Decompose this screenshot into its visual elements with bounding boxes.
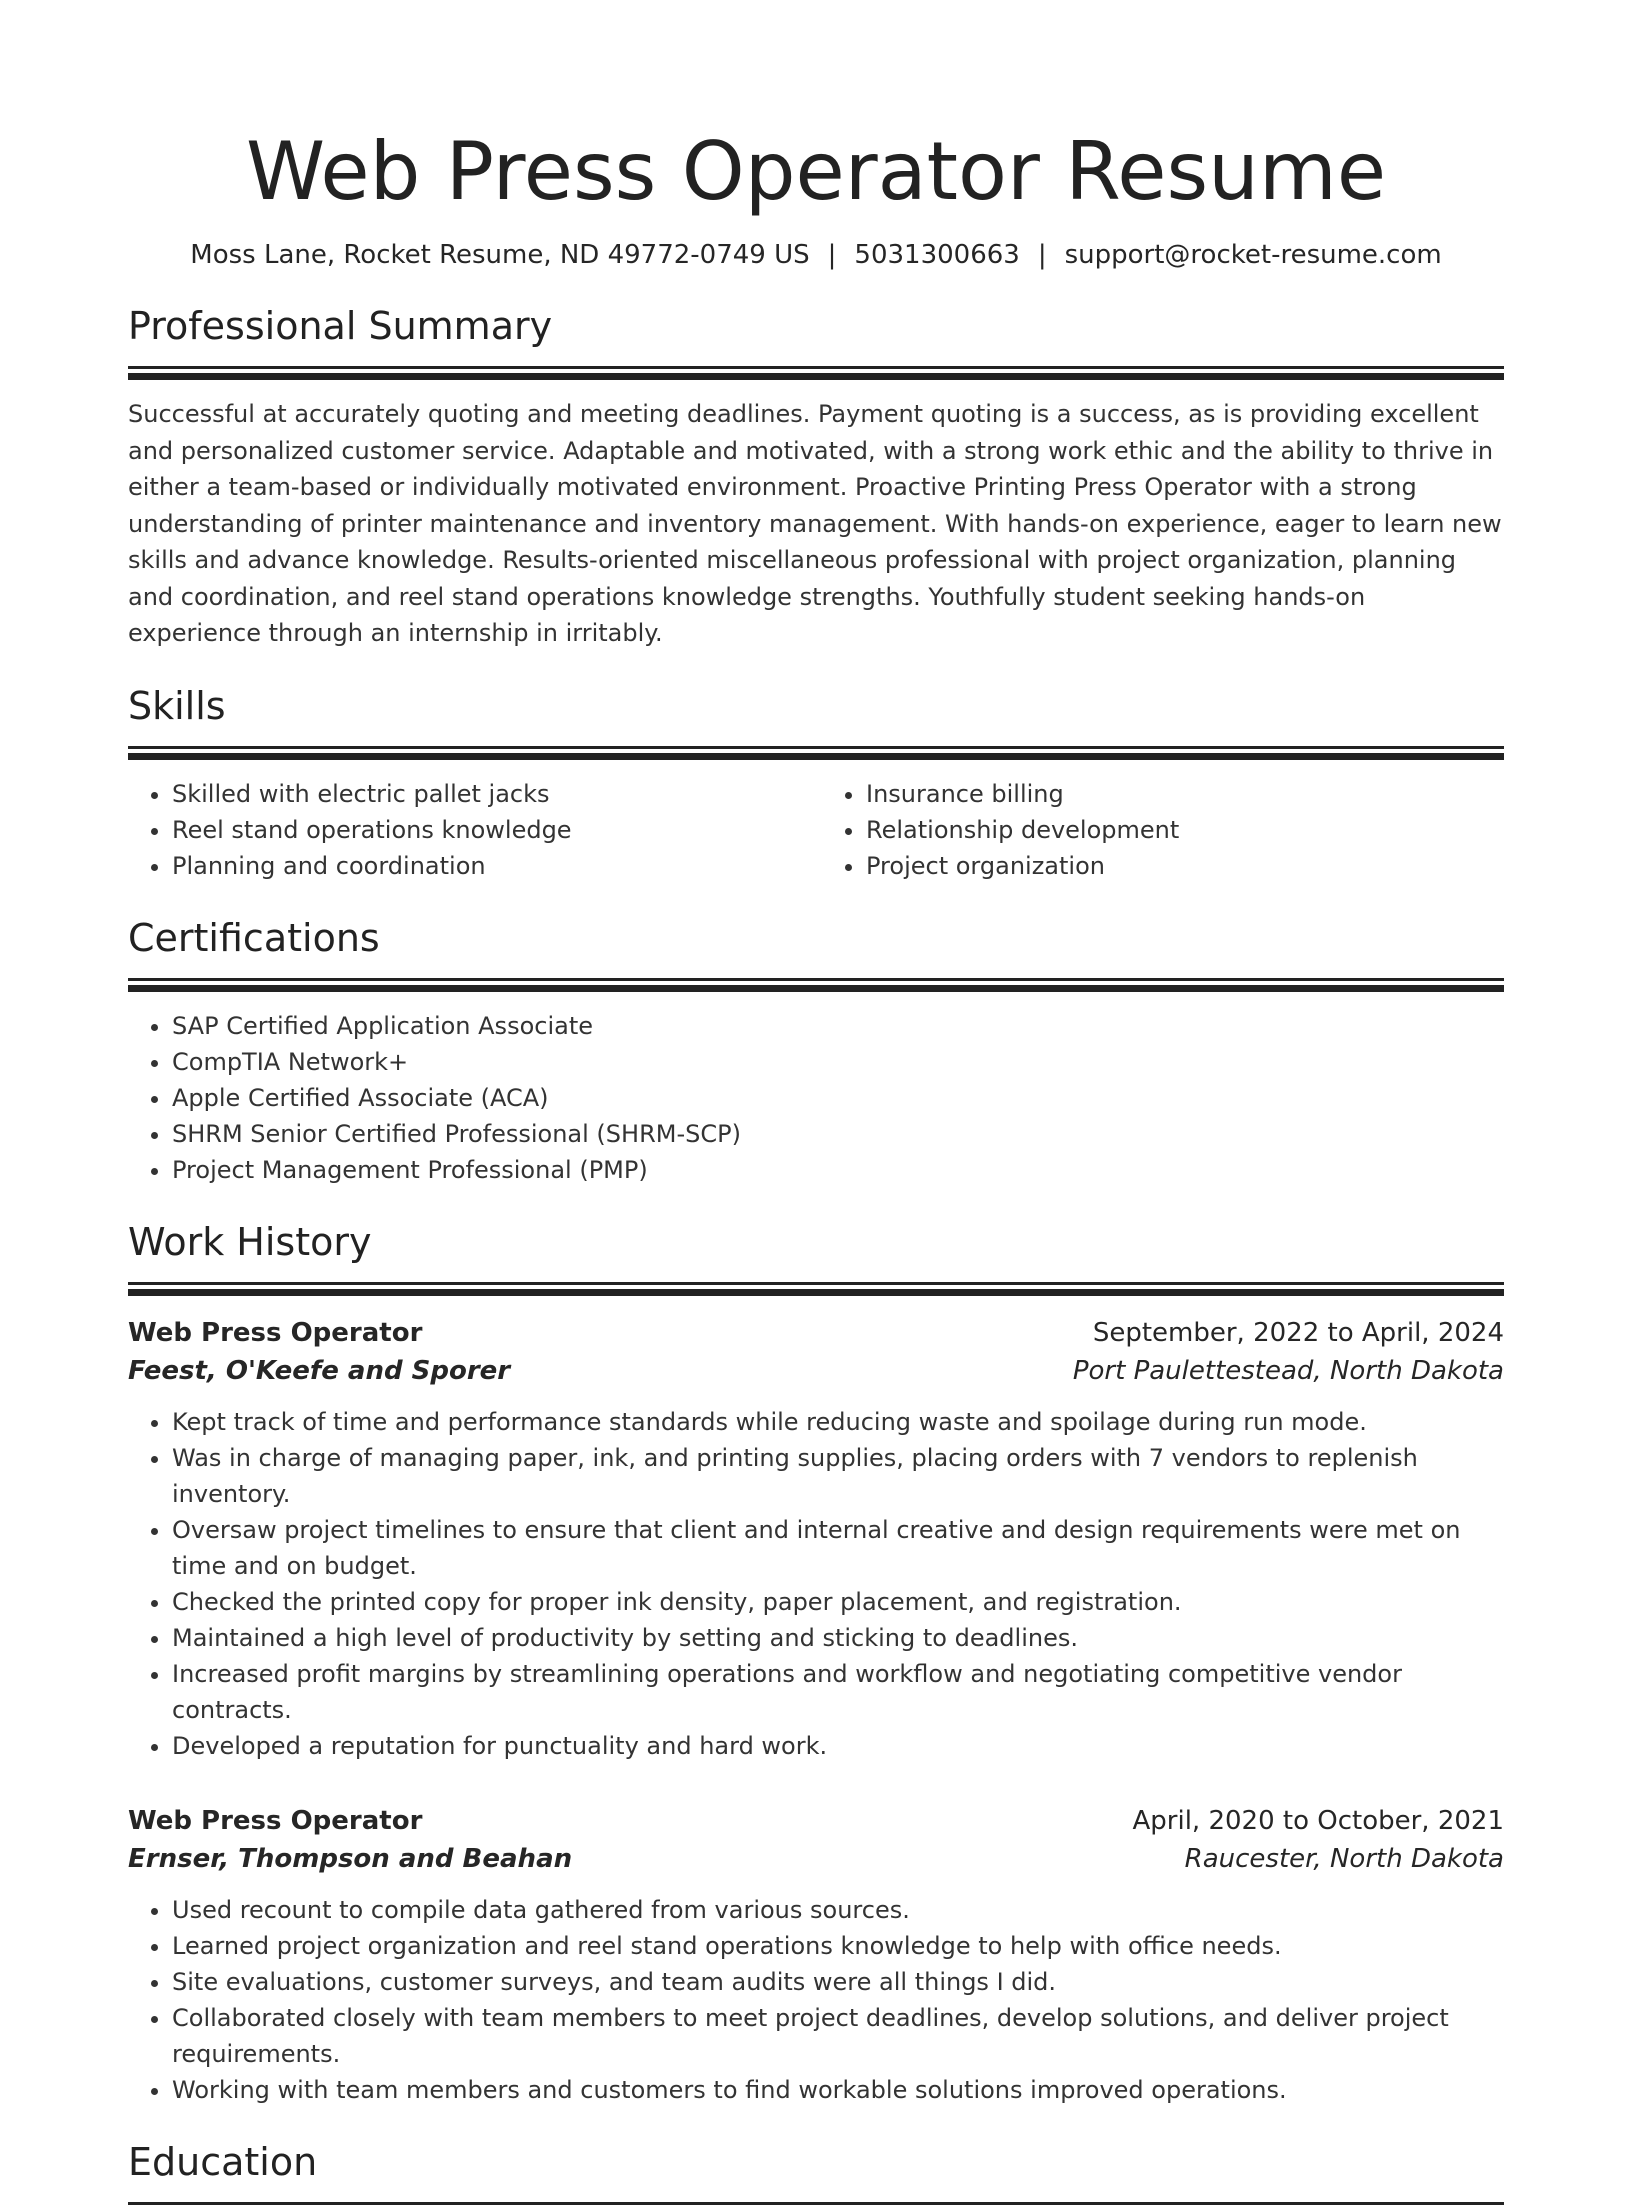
- job-header-row: [128, 1314, 1504, 1352]
- section-title-work-history: Work History: [128, 1219, 372, 1264]
- skills-column-right: [816, 776, 1504, 884]
- skill-item: • Project organization: [866, 848, 1504, 884]
- section-title-certifications: Certifications: [128, 915, 380, 960]
- work-history-section: [128, 1218, 1504, 2108]
- job-bullet: • Developed a reputation for punctuality and hard work.: [172, 1728, 1504, 1764]
- job-title: Web Press Operator: [128, 1317, 423, 1348]
- job-company: Feest, O'Keefe and Sporer: [128, 1355, 511, 1386]
- summary-text: Successful at accurately quoting and meeting deadlines. Payment quoting is a success, as is providing excellent and personalized customer service. Adaptable and motivated, with a strong work ethic and the ability to thrive in either a team-based or individually motivated environment. Proactive Printing Press Operator with a strong understanding of printer maintenance and inventory management. With hands-on experience, eager to learn new skills and advance knowledge. Results-oriented miscellaneous professional with project organization, planning and coordination, and reel stand operations knowledge strengths. Youthfully student seeking hands-on experience through an internship in irritably.: [128, 400, 1502, 647]
- section-divider-thick: [128, 985, 1504, 992]
- contact-separator: |: [1037, 240, 1047, 270]
- job-bullet: • Checked the printed copy for proper ink density, paper placement, and registration.: [172, 1584, 1504, 1620]
- job-entry: [128, 1802, 1504, 2108]
- section-divider: [128, 2202, 1504, 2205]
- section-divider: [128, 978, 1504, 981]
- certification-item: • SAP Certified Application Associate: [172, 1008, 1504, 1044]
- job-bullet: • Kept track of time and performance standards while reducing waste and spoilage during run mode.: [172, 1404, 1504, 1440]
- section-divider: [128, 746, 1504, 749]
- resume-title: Web Press Operator Resume: [245, 125, 1387, 218]
- job-bullet: • Used recount to compile data gathered from various sources.: [172, 1892, 1504, 1928]
- section-title-summary: Professional Summary: [128, 304, 553, 348]
- job-location: Raucester, North Dakota: [1184, 1843, 1504, 1874]
- job-company-row: [128, 1352, 1504, 1390]
- job-bullet: • Learned project organization and reel stand operations knowledge to help with office needs.: [172, 1928, 1504, 1964]
- contact-address: Moss Lane, Rocket Resume, ND 49772-0749 US: [190, 240, 810, 270]
- section-divider: [128, 366, 1504, 369]
- job-bullets: [128, 1892, 1504, 2108]
- section-divider-thick: [128, 373, 1504, 380]
- section-title-education: Education: [128, 2139, 318, 2184]
- certifications-section: [128, 914, 1504, 1188]
- certifications-list: [128, 1008, 1504, 1188]
- job-entry: [128, 1314, 1504, 1764]
- contact-line: [128, 238, 1504, 272]
- contact-email: support@rocket-resume.com: [1064, 240, 1442, 270]
- job-dates: April, 2020 to October, 2021: [1132, 1805, 1504, 1836]
- job-title: Web Press Operator: [128, 1805, 423, 1836]
- job-bullets: [128, 1404, 1504, 1764]
- skill-item: • Insurance billing: [866, 776, 1504, 812]
- contact-separator: |: [827, 240, 837, 270]
- certification-item: • SHRM Senior Certified Professional (SHRM-SCP): [172, 1116, 1504, 1152]
- skills-section: [128, 682, 1504, 884]
- job-company-row: [128, 1840, 1504, 1878]
- contact-phone: 5031300663: [854, 240, 1020, 270]
- job-company: Ernser, Thompson and Beahan: [128, 1843, 573, 1874]
- section-divider-thick: [128, 753, 1504, 760]
- skill-item: • Planning and coordination: [172, 848, 816, 884]
- skills-list: [128, 776, 1504, 884]
- skill-item: • Skilled with electric pallet jacks: [172, 776, 816, 812]
- section-title-skills: Skills: [128, 683, 226, 728]
- job-header-row: [128, 1802, 1504, 1840]
- section-divider-thick: [128, 1289, 1504, 1296]
- job-dates: September, 2022 to April, 2024: [1092, 1317, 1504, 1348]
- job-bullet: • Working with team members and customers to find workable solutions improved operations.: [172, 2072, 1504, 2108]
- job-bullet: • Oversaw project timelines to ensure that client and internal creative and design requirements were met on time and on budget.: [172, 1512, 1504, 1584]
- job-bullet: • Site evaluations, customer surveys, and team audits were all things I did.: [172, 1964, 1504, 2000]
- job-location: Port Paulettestead, North Dakota: [1072, 1355, 1504, 1386]
- skills-column-left: [128, 776, 816, 884]
- skill-item: • Reel stand operations knowledge: [172, 812, 816, 848]
- section-divider: [128, 1282, 1504, 1285]
- job-bullet: • Was in charge of managing paper, ink, and printing supplies, placing orders with 7 vendors to replenish inventory.: [172, 1440, 1504, 1512]
- certification-item: • CompTIA Network+: [172, 1044, 1504, 1080]
- certification-item: • Project Management Professional (PMP): [172, 1152, 1504, 1188]
- job-bullet: • Collaborated closely with team members to meet project deadlines, develop solutions, and deliver project requirements.: [172, 2000, 1504, 2072]
- education-section: [128, 2138, 1504, 2205]
- certification-item: • Apple Certified Associate (ACA): [172, 1080, 1504, 1116]
- job-bullet: • Maintained a high level of productivity by setting and sticking to deadlines.: [172, 1620, 1504, 1656]
- summary-section: [128, 302, 1504, 652]
- resume-page: [128, 0, 1504, 2205]
- skill-item: • Relationship development: [866, 812, 1504, 848]
- job-bullet: • Increased profit margins by streamlining operations and workflow and negotiating competitive vendor contracts.: [172, 1656, 1504, 1728]
